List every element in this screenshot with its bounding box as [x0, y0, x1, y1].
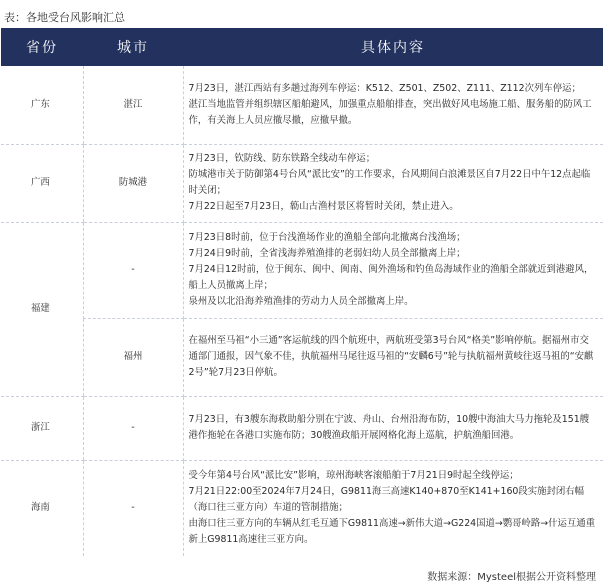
province-cell: 福建 [1, 222, 83, 396]
table-row [1, 66, 603, 144]
content-line: 7月23日，有3艘东海救助船分别在宁波、舟山、台州沿海布防，10艘中海油大马力拖轮及151艘港作拖轮在各港口实施布防；30艘渔政船开展网格化海上巡航，护航渔船回港。 [188, 414, 590, 441]
header-province: 省份 [1, 28, 83, 66]
table-row [1, 460, 603, 556]
city-cell: - [83, 460, 183, 556]
content-line: 7月24日9时前，全省浅海养殖渔排的老弱妇幼人员全部撤离上岸； [188, 248, 466, 259]
content-cell [183, 396, 603, 460]
content-line: 7月23日，钦防线、防东铁路全线动车停运； [188, 153, 376, 164]
city-cell: 福州 [83, 318, 183, 396]
content-cell [183, 318, 603, 396]
table-row [1, 144, 603, 222]
table-header-row [1, 28, 603, 66]
city-cell: 湛江 [83, 66, 183, 144]
city-cell: 防城港 [83, 144, 183, 222]
data-source-note: 数据来源：Mysteel根据公开资料整理 [427, 572, 596, 583]
province-cell: 广西 [1, 144, 83, 222]
city-cell: - [83, 396, 183, 460]
content-cell [183, 66, 603, 144]
header-content: 具体内容 [183, 28, 603, 66]
content-line: 受今年第4号台风“派比安”影响，琼州海峡客滚船舶于7月21日9时起全线停运； [188, 470, 519, 482]
header-city: 城市 [83, 28, 183, 66]
content-cell [183, 222, 603, 318]
city-cell: - [83, 222, 183, 318]
content-cell [183, 144, 603, 222]
table-row [1, 396, 603, 460]
content-line: 由海口往三亚方向的车辆从红毛互通下G9811高速→新伟大道→G224国道→鹦哥岭路→什运互通重新上G9811高速往三亚方向。 [188, 518, 595, 546]
table-caption: 表：各地受台风影响汇总 [4, 11, 125, 24]
content-cell [183, 460, 603, 556]
content-line: 在福州至马祖“小三通”客运航线的四个航班中，两航班受第3号台风“格美”影响停航。据福州市交通部门通报，因气象不佳，执航福州马尾往返马祖的“安麟6号”轮与执航福州黄岐往返马祖的“安麒2号”轮7月23日停航。 [188, 335, 594, 378]
province-cell: 浙江 [1, 396, 83, 460]
table-row [1, 318, 603, 396]
content-line: 7月22日起至7月23日，簕山古渔村景区将暂时关闭，禁止进入。 [188, 201, 459, 212]
content-line: 7月21日22:00至2024年7月24日，G9811海三高速K140+870至K141+160段实施封闭右幅（海口往三亚方向）车道的管制措施； [188, 486, 584, 514]
province-cell: 广东 [1, 66, 83, 144]
content-line: 泉州及以北沿海养殖渔排的劳动力人员全部撤离上岸。 [188, 296, 414, 307]
content-line: 7月24日12时前，位于闽东、闽中、闽南、闽外渔场和钓鱼岛海域作业的渔船全部就近到港避风，船上人员撤离上岸； [188, 264, 594, 291]
content-line: 7月23日8时前，位于台浅渔场作业的渔船全部向北撤离台浅渔场； [188, 232, 466, 243]
province-cell: 海南 [31, 502, 50, 514]
content-line: 湛江当地监管并组织辖区船舶避风，加强重点船舶排查，突出做好风电场施工船、服务船的防风工作，有关海上人员应撤尽撤，应撤早撤。 [188, 98, 592, 126]
table-row [1, 222, 603, 318]
content-line: 7月23日，湛江西站有多趟过海列车停运：K512、Z501、Z502、Z111、Z112次列车停运； [188, 82, 581, 94]
content-line: 防城港市关于防御第4号台风“派比安”的工作要求，台风期间白浪滩景区自7月22日中午12点起临时关闭； [188, 169, 591, 196]
typhoon-impact-table [1, 28, 603, 556]
